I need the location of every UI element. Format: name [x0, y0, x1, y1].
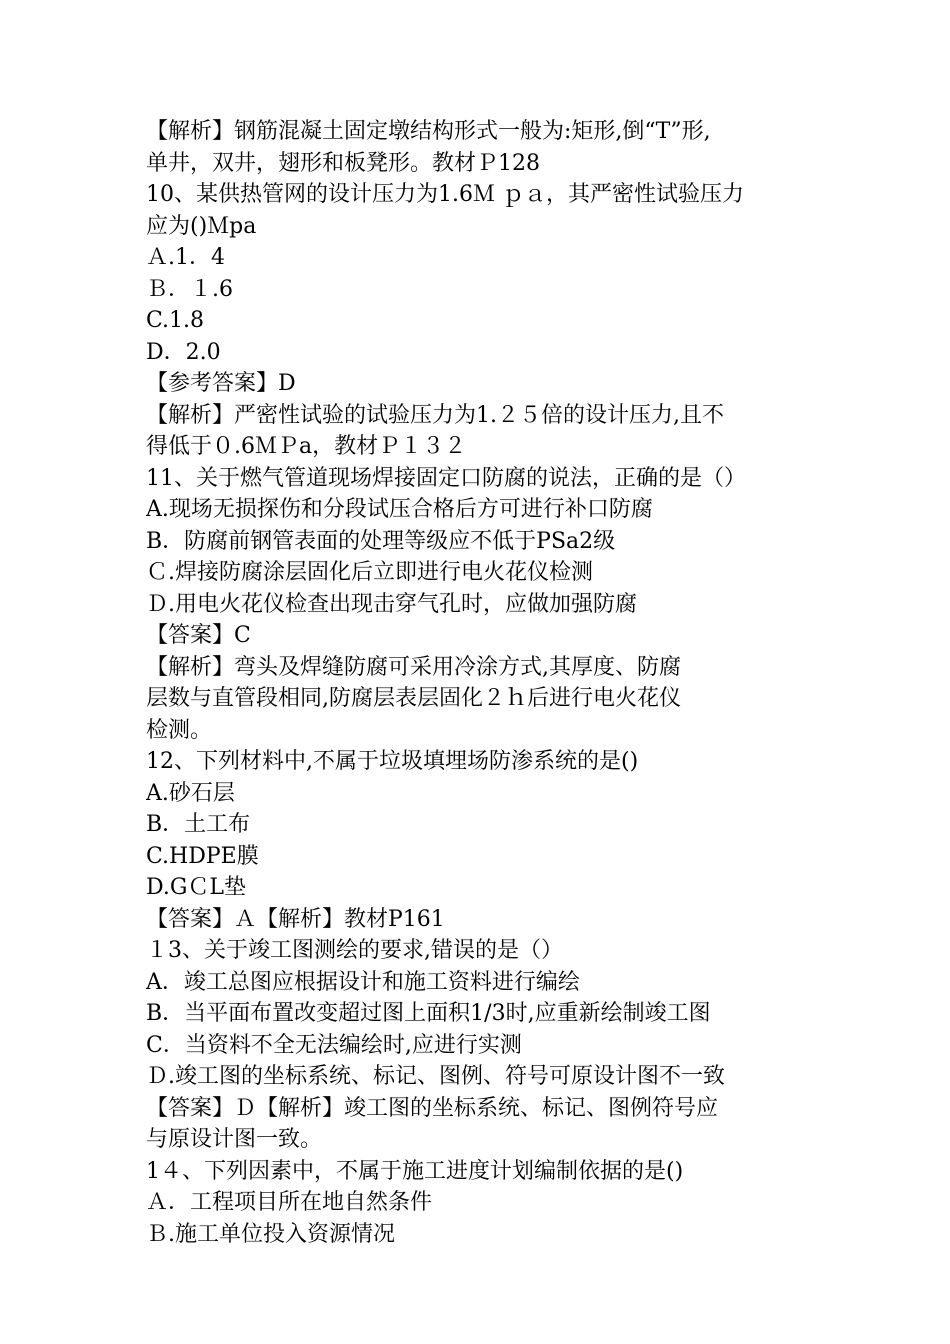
question-13: １3、关于竣工图测绘的要求,错误的是（）: [146, 938, 563, 963]
option-b: Ｂ.施工单位投入资源情况: [146, 1221, 395, 1247]
question-12: 12、下列材料中,不属于垃圾填埋场防渗系统的是(): [146, 749, 639, 774]
option-a: Ａ.1．4: [146, 245, 225, 270]
option-b: B．当平面布置改变超过图上面积1/3时,应重新绘制竣工图: [146, 1001, 711, 1026]
option-d: Ｄ.用电火花仪检查出现击穿气孔时，应做加强防腐: [146, 591, 637, 617]
answer-line: 与原设计图一致。: [146, 1127, 323, 1152]
analysis-line: 层数与直管段相同,防腐层表层固化２ｈ后进行电火花仪: [146, 686, 681, 711]
option-b: B．土工布: [146, 812, 251, 837]
answer-line: 【参考答案】D: [146, 371, 296, 396]
option-a: Ａ．工程项目所在地自然条件: [146, 1190, 433, 1215]
option-d: D.GＣL垫: [146, 875, 247, 900]
analysis-line: 单井，双井，翅形和板凳形。教材Ｐ128: [146, 150, 540, 176]
option-a: A.现场无损探伤和分段试压合格后方可进行补口防腐: [146, 497, 653, 522]
option-c: C.1.8: [146, 308, 205, 333]
answer-line: 【答案】Ｄ【解析】竣工图的坐标系统、标记、图例符号应: [146, 1095, 719, 1121]
option-d: Ｄ.竣工图的坐标系统、标记、图例、符号可原设计图不一致: [146, 1064, 725, 1089]
analysis-line: 【解析】弯头及焊缝防腐可采用冷涂方式,其厚度、防腐: [146, 654, 681, 680]
option-b: Ｂ．１.6: [146, 276, 233, 302]
analysis-line: 【解析】钢筋混凝土固定墩结构形式一般为:矩形,倒“T”形,: [146, 119, 711, 144]
analysis-line: 得低于０.6ＭＰa，教材Ｐ１３２: [146, 434, 467, 459]
question-14: 1４、下列因素中，不属于施工进度计划编制依据的是(): [146, 1158, 684, 1184]
option-d: D．2.0: [146, 339, 221, 365]
answer-line: 【答案】Ａ【解析】教材P161: [146, 906, 445, 932]
question-11: 11、关于燃气管道现场焊接固定口防腐的说法，正确的是（）: [146, 465, 746, 491]
option-c: Ｃ.焊接防腐涂层固化后立即进行电火花仪检测: [146, 560, 593, 585]
analysis-line: 检测。: [146, 717, 213, 743]
document-body: [146, 116, 826, 1250]
option-c: C.HDPE膜: [146, 843, 259, 869]
question-10-cont: 应为()Ｍpa: [146, 213, 257, 239]
analysis-line: 【解析】严密性试验的试验压力为1.２５倍的设计压力,且不: [146, 402, 724, 428]
question-10: 10、某供热管网的设计压力为1.6Ｍ ｐａ，其严密性试验压力: [146, 182, 744, 207]
option-b: B．防腐前钢管表面的处理等级应不低于PSa2级: [146, 528, 616, 554]
option-a: A.砂石层: [146, 780, 235, 806]
answer-line: 【答案】C: [146, 623, 251, 648]
option-a: A．竣工总图应根据设计和施工资料进行编绘: [146, 969, 580, 995]
option-c: C．当资料不全无法编绘时,应进行实测: [146, 1032, 522, 1058]
